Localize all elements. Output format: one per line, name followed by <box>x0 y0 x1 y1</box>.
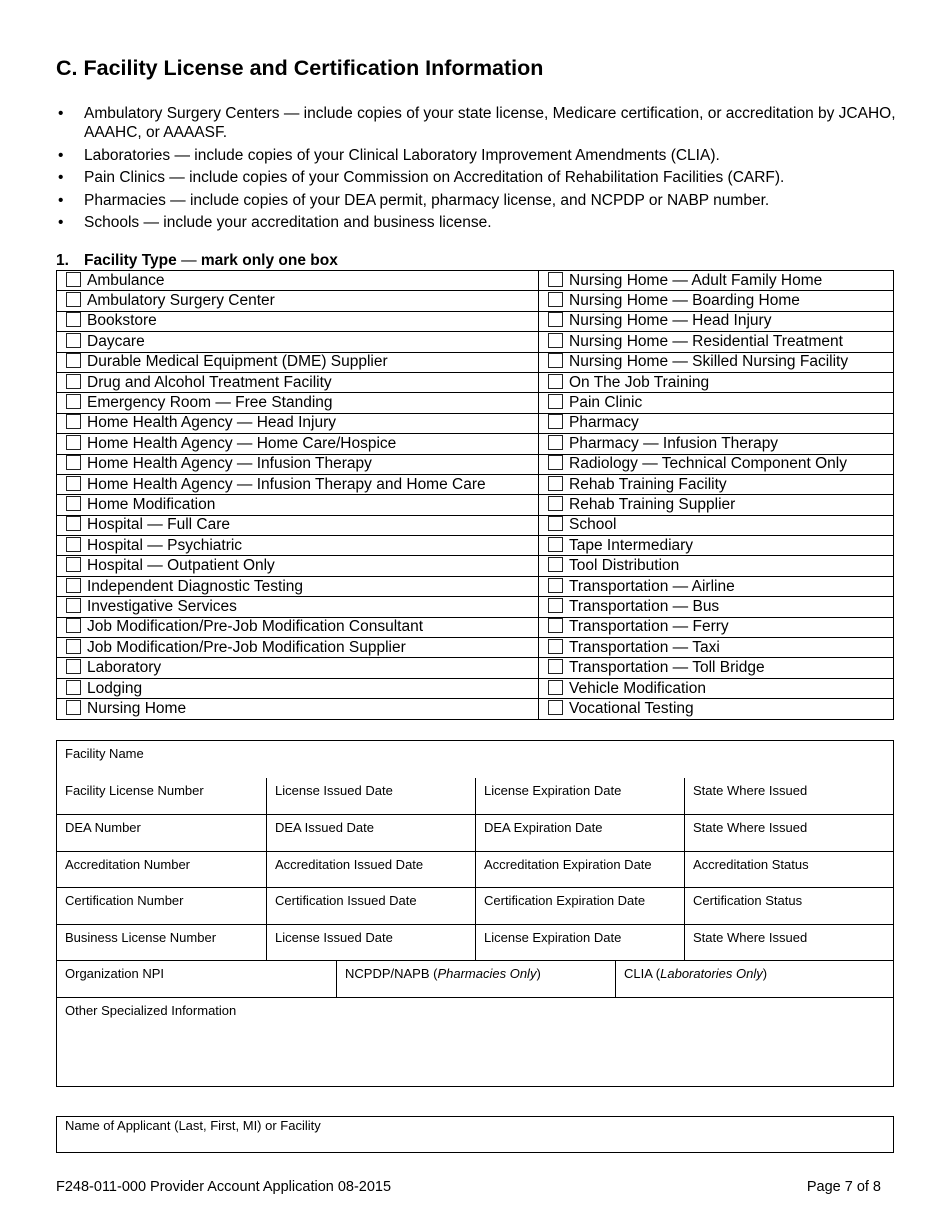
facility-type-label: Bookstore <box>87 312 157 330</box>
instruction-list <box>56 104 896 236</box>
facility-type-label: Nursing Home — Boarding Home <box>569 292 800 310</box>
facility-type-row <box>57 434 894 454</box>
facility-type-label: Home Health Agency — Head Injury <box>87 414 336 432</box>
business-license-number-field[interactable]: Business License Number <box>65 929 217 945</box>
facility-type-row <box>57 352 894 372</box>
facility-type-label: Pain Clinic <box>569 394 643 412</box>
facility-type-checkbox[interactable] <box>548 496 563 511</box>
facility-type-option[interactable] <box>57 393 539 413</box>
bullet-icon: • <box>58 191 64 209</box>
facility-type-row <box>57 699 894 719</box>
facility-type-option[interactable] <box>539 332 894 352</box>
facility-type-checkbox[interactable] <box>66 496 81 511</box>
facility-type-label: Home Modification <box>87 495 216 513</box>
facility-type-option[interactable] <box>57 454 539 474</box>
facility-type-checkbox[interactable] <box>66 578 81 593</box>
ncpdp-field[interactable]: NCPDP/NAPB (Pharmacies Only) <box>336 961 615 997</box>
facility-type-option[interactable] <box>57 352 539 372</box>
facility-type-option[interactable] <box>539 352 894 372</box>
facility-type-row <box>57 515 894 535</box>
facility-type-label: Emergency Room — Free Standing <box>87 394 333 412</box>
facility-type-row <box>57 556 894 576</box>
facility-type-row <box>57 474 894 494</box>
facility-type-checkbox[interactable] <box>66 659 81 674</box>
facility-type-checkbox[interactable] <box>548 618 563 633</box>
facility-type-option[interactable] <box>539 638 894 658</box>
facility-type-checkbox[interactable] <box>66 394 81 409</box>
facility-type-option[interactable] <box>57 434 539 454</box>
facility-type-label: Transportation — Airline <box>569 577 735 595</box>
license-expiration-date-field[interactable]: License Expiration Date <box>475 778 684 815</box>
license-issued-date-field[interactable]: License Issued Date <box>266 778 475 815</box>
facility-type-option[interactable] <box>57 638 539 658</box>
facility-type-row <box>57 495 894 515</box>
form-id: F248-011-000 Provider Account Application 08-2015 <box>56 1179 392 1195</box>
facility-type-label: Job Modification/Pre-Job Modification Supplier <box>87 638 406 656</box>
facility-type-option[interactable] <box>57 332 539 352</box>
facility-type-row <box>57 413 894 433</box>
facility-type-label: Drug and Alcohol Treatment Facility <box>87 373 332 391</box>
license-grid-row <box>57 851 893 888</box>
facility-type-checkbox[interactable] <box>66 333 81 348</box>
facility-type-label: Hospital — Outpatient Only <box>87 557 275 575</box>
facility-type-option[interactable] <box>57 576 539 596</box>
facility-type-checkbox[interactable] <box>548 557 563 572</box>
section-title: C. Facility License and Certification Information <box>56 56 544 80</box>
instruction-item: • Schools — include your accreditation and business license. <box>58 214 492 231</box>
facility-type-label: Hospital — Psychiatric <box>87 536 243 554</box>
facility-type-option[interactable] <box>539 454 894 474</box>
state-where-issued-field[interactable]: State Where Issued <box>684 778 893 815</box>
facility-type-option[interactable] <box>539 393 894 413</box>
accreditation-status-field[interactable]: Accreditation Status <box>684 852 893 888</box>
facility-type-option[interactable] <box>57 372 539 392</box>
facility-type-label: Job Modification/Pre-Job Modification Consultant <box>87 618 424 636</box>
facility-type-label: Hospital — Full Care <box>87 516 230 534</box>
accreditation-expiration-date-field[interactable]: Accreditation Expiration Date <box>475 852 684 888</box>
facility-type-label: Nursing Home <box>87 699 187 717</box>
facility-type-option[interactable] <box>539 495 894 515</box>
facility-type-option[interactable] <box>57 271 539 291</box>
facility-type-checkbox[interactable] <box>548 272 563 287</box>
facility-type-label: On The Job Training <box>569 373 710 391</box>
facility-type-checkbox[interactable] <box>66 476 81 491</box>
facility-type-checkbox[interactable] <box>548 659 563 674</box>
business-state-where-issued-field[interactable]: State Where Issued <box>684 925 893 961</box>
npi-row <box>57 960 893 997</box>
facility-type-label: Investigative Services <box>87 597 237 615</box>
facility-type-label: Ambulatory Surgery Center <box>87 292 275 310</box>
facility-type-checkbox[interactable] <box>66 414 81 429</box>
certification-issued-date-field[interactable]: Certification Issued Date <box>266 888 475 924</box>
facility-type-checkbox[interactable] <box>66 618 81 633</box>
facility-type-row <box>57 332 894 352</box>
facility-type-label: Independent Diagnostic Testing <box>87 577 304 595</box>
facility-type-label: Nursing Home — Skilled Nursing Facility <box>569 353 849 371</box>
facility-type-option[interactable] <box>539 474 894 494</box>
facility-type-row <box>57 393 894 413</box>
facility-type-label: Transportation — Toll Bridge <box>569 659 765 677</box>
facility-type-table <box>56 270 894 720</box>
license-grid-row <box>57 778 893 815</box>
facility-type-label: Nursing Home — Residential Treatment <box>569 332 843 350</box>
facility-type-checkbox[interactable] <box>548 516 563 531</box>
facility-type-label: Laboratory <box>87 659 162 677</box>
certification-status-field[interactable]: Certification Status <box>684 888 893 924</box>
dea-state-where-issued-field[interactable]: State Where Issued <box>684 815 893 851</box>
facility-type-label: Vocational Testing <box>569 699 694 717</box>
facility-type-label: Ambulance <box>87 271 165 289</box>
facility-type-row <box>57 658 894 678</box>
facility-type-checkbox[interactable] <box>66 557 81 572</box>
facility-type-row <box>57 576 894 596</box>
facility-info-form <box>56 740 894 1087</box>
facility-type-row <box>57 271 894 291</box>
facility-type-checkbox[interactable] <box>548 639 563 654</box>
facility-type-row <box>57 597 894 617</box>
facility-type-label: Transportation — Bus <box>569 597 720 615</box>
facility-type-option[interactable] <box>539 291 894 311</box>
facility-type-row <box>57 678 894 698</box>
facility-name-field[interactable]: Facility Name <box>65 746 144 761</box>
business-license-issued-date-field[interactable]: License Issued Date <box>266 925 475 961</box>
facility-type-checkbox[interactable] <box>66 435 81 450</box>
business-license-expiration-date-field[interactable]: License Expiration Date <box>475 925 684 961</box>
facility-type-checkbox[interactable] <box>66 353 81 368</box>
facility-type-label: Vehicle Modification <box>569 679 706 697</box>
facility-type-option[interactable] <box>57 413 539 433</box>
facility-type-label: School <box>569 516 617 534</box>
facility-type-option[interactable] <box>539 515 894 535</box>
facility-type-option[interactable] <box>539 372 894 392</box>
facility-type-checkbox[interactable] <box>548 455 563 470</box>
facility-type-checkbox[interactable] <box>66 292 81 307</box>
facility-type-checkbox[interactable] <box>66 272 81 287</box>
facility-type-checkbox[interactable] <box>548 292 563 307</box>
facility-type-option[interactable] <box>57 658 539 678</box>
dea-expiration-date-field[interactable]: DEA Expiration Date <box>475 815 684 851</box>
facility-type-checkbox[interactable] <box>66 598 81 613</box>
facility-type-option[interactable] <box>57 291 539 311</box>
facility-type-label: Nursing Home — Adult Family Home <box>569 271 823 289</box>
other-info-row <box>57 997 893 1086</box>
facility-type-option[interactable] <box>57 556 539 576</box>
facility-type-label: Tool Distribution <box>569 557 680 575</box>
facility-type-checkbox[interactable] <box>66 374 81 389</box>
facility-type-option[interactable] <box>539 271 894 291</box>
dea-issued-date-field[interactable]: DEA Issued Date <box>266 815 475 851</box>
instruction-item: • Ambulatory Surgery Centers — include copies of your state license, Medicare certification, or accreditation by JCAHO, AAAHC, or AAAASF. <box>58 105 896 141</box>
facility-type-checkbox[interactable] <box>548 353 563 368</box>
instruction-item: • Laboratories — include copies of your Clinical Laboratory Improvement Amendments (CLIA). <box>58 146 720 164</box>
facility-type-option[interactable] <box>57 311 539 331</box>
facility-type-row <box>57 454 894 474</box>
license-grid-row <box>57 887 893 924</box>
bullet-icon: • <box>58 146 64 164</box>
license-grid-row <box>57 814 893 851</box>
facility-type-checkbox[interactable] <box>66 312 81 327</box>
facility-type-label: Home Health Agency — Infusion Therapy <box>87 455 372 473</box>
certification-expiration-date-field[interactable]: Certification Expiration Date <box>475 888 684 924</box>
facility-type-option[interactable] <box>57 474 539 494</box>
accreditation-number-field[interactable]: Accreditation Number <box>65 856 190 872</box>
facility-type-option[interactable] <box>539 556 894 576</box>
facility-type-label: Rehab Training Supplier <box>569 495 736 513</box>
facility-type-option[interactable] <box>57 536 539 556</box>
facility-type-option[interactable] <box>57 495 539 515</box>
facility-type-label: Nursing Home — Head Injury <box>569 312 772 330</box>
facility-name-row <box>57 741 893 778</box>
facility-type-option[interactable] <box>539 617 894 637</box>
clia-field[interactable]: CLIA (Laboratories Only) <box>615 961 893 997</box>
bullet-icon: • <box>58 214 64 231</box>
facility-type-checkbox[interactable] <box>548 578 563 593</box>
facility-type-option[interactable] <box>539 413 894 433</box>
facility-type-option[interactable] <box>539 576 894 596</box>
applicant-name-field[interactable]: Name of Applicant (Last, First, MI) or Facility <box>56 1116 894 1153</box>
facility-type-label: Home Health Agency — Home Care/Hospice <box>87 434 397 452</box>
facility-type-label: Rehab Training Facility <box>569 475 727 493</box>
facility-type-option[interactable] <box>539 311 894 331</box>
instruction-item: • Pain Clinics — include copies of your Commission on Accreditation of Rehabilitation Facilities (CARF). <box>58 169 785 186</box>
facility-type-label: Pharmacy <box>569 414 639 432</box>
facility-type-checkbox[interactable] <box>548 680 563 695</box>
facility-type-label: Lodging <box>87 679 143 697</box>
organization-npi-field[interactable]: Organization NPI <box>65 966 164 981</box>
facility-type-option[interactable] <box>539 678 894 698</box>
facility-type-checkbox[interactable] <box>548 435 563 450</box>
facility-type-label: Home Health Agency — Infusion Therapy and Home Care <box>87 475 486 493</box>
facility-type-checkbox[interactable] <box>548 333 563 348</box>
certification-number-field[interactable]: Certification Number <box>65 893 184 908</box>
dea-number-field[interactable]: DEA Number <box>65 820 141 835</box>
facility-type-option[interactable] <box>57 678 539 698</box>
facility-type-checkbox[interactable] <box>548 537 563 552</box>
facility-type-row <box>57 372 894 392</box>
facility-type-heading: 1. Facility Type — mark only one box <box>56 252 338 269</box>
facility-license-number-field[interactable]: Facility License Number <box>65 782 204 798</box>
facility-type-checkbox[interactable] <box>548 414 563 429</box>
facility-type-option[interactable] <box>539 536 894 556</box>
facility-type-option[interactable] <box>539 658 894 678</box>
facility-type-checkbox[interactable] <box>548 312 563 327</box>
facility-type-option[interactable] <box>57 597 539 617</box>
facility-type-option[interactable] <box>57 617 539 637</box>
facility-type-checkbox[interactable] <box>66 700 81 715</box>
facility-type-checkbox[interactable] <box>548 700 563 715</box>
facility-type-option[interactable] <box>539 699 894 719</box>
facility-type-row <box>57 311 894 331</box>
facility-type-label: Daycare <box>87 332 145 350</box>
facility-type-checkbox[interactable] <box>548 374 563 389</box>
facility-type-checkbox[interactable] <box>66 680 81 695</box>
facility-type-checkbox[interactable] <box>66 516 81 531</box>
facility-type-row <box>57 291 894 311</box>
other-specialized-info-field[interactable]: Other Specialized Information <box>65 1002 237 1018</box>
facility-type-option[interactable] <box>57 699 539 719</box>
facility-type-option[interactable] <box>57 515 539 535</box>
facility-type-checkbox[interactable] <box>66 455 81 470</box>
instruction-item: • Pharmacies — include copies of your DEA permit, pharmacy license, and NCPDP or NABP number. <box>58 191 770 209</box>
facility-type-option[interactable] <box>539 434 894 454</box>
facility-type-label: Tape Intermediary <box>569 536 694 554</box>
facility-type-label: Transportation — Taxi <box>569 638 720 656</box>
facility-type-label: Durable Medical Equipment (DME) Supplier <box>87 353 388 371</box>
facility-type-label: Transportation — Ferry <box>569 618 729 636</box>
facility-type-label: Pharmacy — Infusion Therapy <box>569 434 779 452</box>
license-grid-row <box>57 924 893 961</box>
facility-type-option[interactable] <box>539 597 894 617</box>
facility-type-checkbox[interactable] <box>548 394 563 409</box>
facility-type-checkbox[interactable] <box>548 476 563 491</box>
facility-type-checkbox[interactable] <box>548 598 563 613</box>
bullet-icon: • <box>58 169 64 186</box>
facility-type-row <box>57 638 894 658</box>
accreditation-issued-date-field[interactable]: Accreditation Issued Date <box>266 852 475 888</box>
page-number: Page 7 of 8 <box>806 1179 881 1195</box>
facility-type-checkbox[interactable] <box>66 639 81 654</box>
facility-type-row <box>57 536 894 556</box>
bullet-icon: • <box>58 105 64 122</box>
facility-type-label: Radiology — Technical Component Only <box>569 455 848 473</box>
facility-type-checkbox[interactable] <box>66 537 81 552</box>
facility-type-row <box>57 617 894 637</box>
